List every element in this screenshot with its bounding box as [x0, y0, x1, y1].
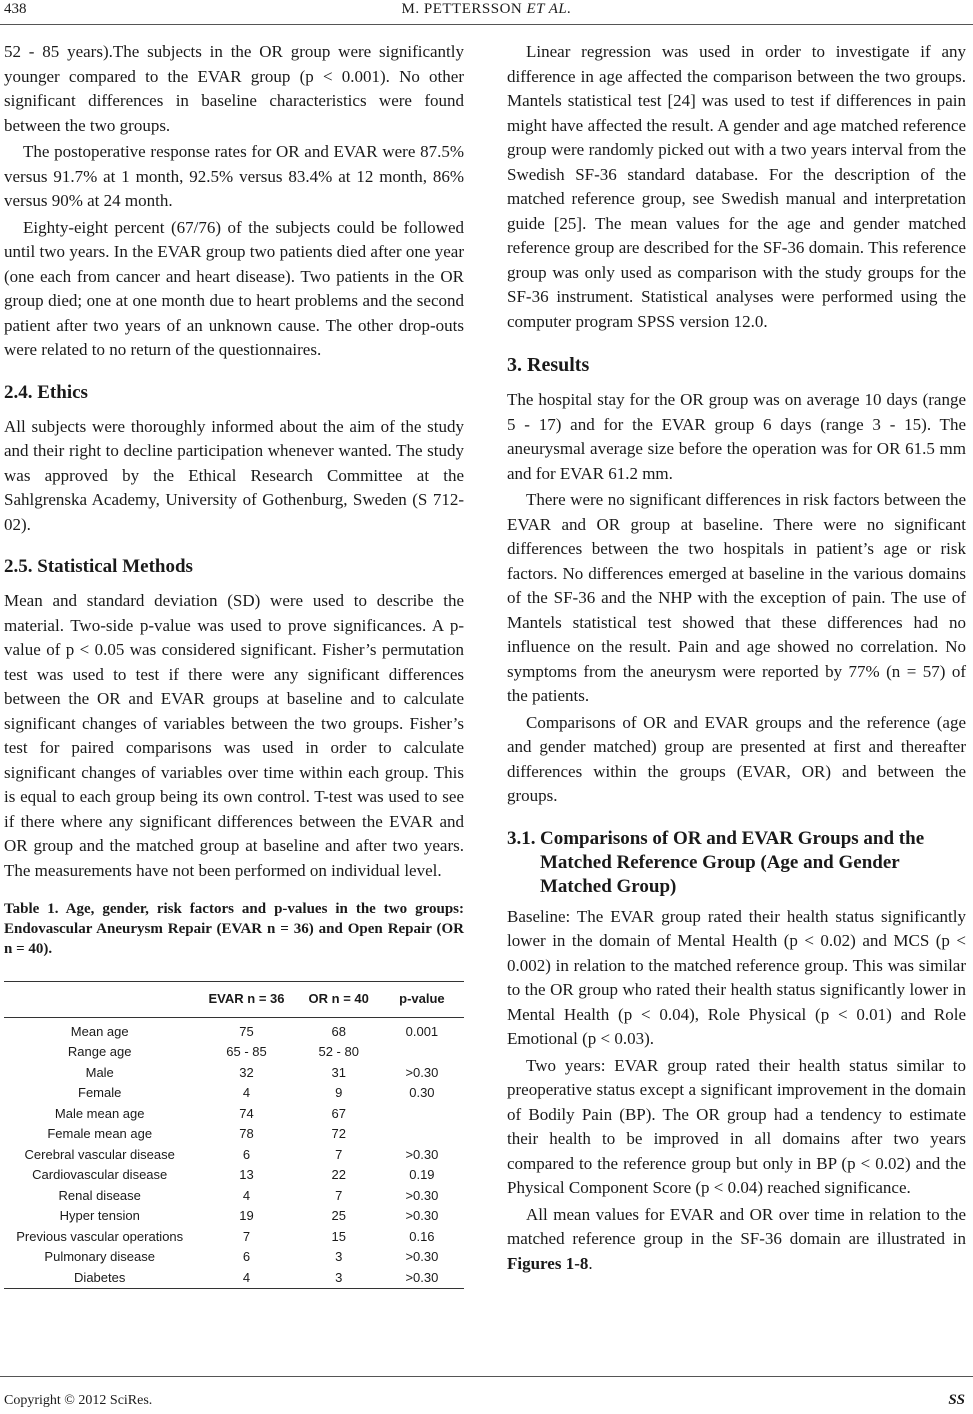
- or-cell: 52 - 80: [318, 1044, 359, 1059]
- paragraph-text: All mean values for EVAR and OR over time in relation to the matched reference group in the SF-36 domain are illustrated in: [507, 1204, 966, 1248]
- or-cell: 67: [331, 1105, 346, 1121]
- table-header-cell: p-value: [399, 991, 445, 1006]
- paragraph: Linear regression was used in order to investigate if any difference in age affected the comparison between the two groups. Mantels statistical test [24] was used to test if differences in pain might have affected the result. A gender and age matched reference group were randomly picked out with a two years interval from the Swedish SF-36 standard database. For the description of the matched reference group, see Swedish manual and interpretation guide [25]. The mean values for the age and gender matched reference group are described for the SF-36 domain. This reference group was only used as comparison with the study groups for the SF-36 instrument. Statistical analyses were performed using the computer program SPSS version 12.0.: [507, 42, 966, 331]
- table-header-cell: OR n = 40: [308, 991, 369, 1006]
- subsection-heading: [507, 827, 966, 899]
- pvalue-cell: >0.30: [405, 1208, 439, 1223]
- row-label: Male mean age: [54, 1105, 145, 1121]
- or-cell: 7: [335, 1187, 343, 1203]
- pvalue-cell: [380, 1104, 464, 1125]
- running-title-etal: ET AL.: [526, 1, 572, 17]
- pvalue-cell: >0.30: [405, 1146, 439, 1162]
- pvalue-cell: >0.30: [405, 1187, 439, 1203]
- or-cell: 7: [335, 1146, 343, 1162]
- page-number: 438: [4, 1, 27, 17]
- paragraph: There were no significant differences in risk factors between the EVAR and OR group at baseline. There were no significant differences between the two hospitals in patient’s age or risk factors. No differences emerged at baseline in the various domains of the SF-36 and the NHP with the exception of pain. The use of Mantels statistical test showed that these differences had no influence on the result. Pain and age showed no correlation. No symptoms from the aneurysm were reported by 77% (n = 57) of the patients.: [507, 490, 966, 705]
- evar-cell: 19: [239, 1208, 254, 1223]
- table-header-row: [4, 982, 464, 1018]
- table-row: [4, 1145, 464, 1166]
- row-label: Cerebral vascular disease: [24, 1146, 175, 1162]
- pvalue-cell: 0.16: [409, 1228, 435, 1244]
- subsection-number: 3.1.: [507, 827, 536, 849]
- evar-cell: 78: [239, 1126, 254, 1141]
- table-row: [4, 1206, 464, 1227]
- evar-cell: 13: [239, 1167, 254, 1182]
- section-heading-statistical-methods: 2.5. Statistical Methods: [4, 556, 193, 577]
- or-cell: 9: [335, 1085, 343, 1100]
- row-label: Previous vascular operations: [16, 1228, 184, 1244]
- section-heading-ethics: 2.4. Ethics: [4, 381, 88, 403]
- or-cell: 22: [331, 1167, 346, 1182]
- row-label: Male: [85, 1064, 114, 1080]
- row-label: Female: [78, 1085, 122, 1100]
- paragraph-end: .: [588, 1253, 593, 1273]
- header-rule: [0, 24, 973, 25]
- or-cell: 15: [331, 1228, 346, 1244]
- table-row: [4, 1268, 464, 1289]
- evar-cell: 4: [242, 1187, 251, 1203]
- evar-cell: 75: [239, 1023, 254, 1039]
- evar-cell: 74: [239, 1105, 254, 1121]
- row-label: Pulmonary disease: [44, 1249, 155, 1264]
- table-row: [4, 1063, 464, 1084]
- table-row: [4, 1186, 464, 1207]
- pvalue-cell: [380, 1042, 464, 1063]
- pvalue-cell: 0.30: [409, 1085, 435, 1100]
- journal-abbreviation: SS: [948, 1392, 965, 1408]
- paragraph: [507, 1203, 966, 1277]
- right-column: [507, 40, 966, 1276]
- row-label: Female mean age: [47, 1126, 153, 1141]
- left-column: [4, 40, 464, 1289]
- footer-rule: [0, 1376, 973, 1377]
- subsection-title: Comparisons of OR and EVAR Groups and the Matched Reference Group (Age and Gender Matched Group): [540, 827, 925, 897]
- table-row: [4, 1165, 464, 1186]
- table-row: [4, 1227, 464, 1248]
- paragraph: The postoperative response rates for OR and EVAR were 87.5% versus 91.7% at 1 month, 92.5% versus 83.4% at 12 month, 86% versus 90% at 24 month.: [4, 142, 464, 210]
- paragraph: Eighty-eight percent (67/76) of the subjects could be followed until two years. In the EVAR group two patients died after one year (one each from cancer and heart disease). Two patients in the OR group died; one at one month due to heart problems and the second patient after two years of an unknown cause. The other drop-outs were related to no return of the questionnaires.: [4, 217, 464, 359]
- evar-cell: 65 - 85: [226, 1044, 267, 1059]
- evar-cell: 6: [242, 1249, 251, 1264]
- page-header: [0, 0, 973, 24]
- running-title: [0, 1, 973, 18]
- section-heading-results: 3. Results: [507, 354, 590, 376]
- row-label: Range age: [67, 1044, 132, 1059]
- row-label: Hyper tension: [59, 1208, 140, 1223]
- or-cell: 3: [335, 1269, 343, 1285]
- paragraph: The hospital stay for the OR group was on average 10 days (range 5 - 17) and for the EVAR group 6 days (range 3 - 15). The aneurysmal average size before the operation was for OR 61.5 mm and for EVAR 61.2 mm.: [507, 390, 966, 483]
- row-label: Diabetes: [74, 1269, 126, 1285]
- table-header-cell: EVAR n = 36: [208, 991, 285, 1006]
- table-row: [4, 1083, 464, 1104]
- paragraph: Two years: EVAR group rated their health status similar to preoperative status except a significant improvement in the domain of Bodily Pain (BP). The OR group had a tendency to estimate their health to be improved in all domains after two years compared to the reference group but only in BP (p < 0.02) and the Physical Component Score (p < 0.04) reached significance.: [507, 1055, 966, 1197]
- pvalue-cell: >0.30: [405, 1249, 439, 1264]
- or-cell: 72: [331, 1126, 346, 1141]
- paragraph: 52 - 85 years).The subjects in the OR group were significantly younger compared to the EVAR group (p < 0.001). No other significant differences in baseline characteristics were found between the two groups.: [4, 42, 464, 135]
- evar-cell: 7: [242, 1228, 251, 1244]
- table-caption: Table 1. Age, gender, risk factors and p-values in the two groups: Endovascular Aneurysm Repair (EVAR n = 36) and Open Repair (OR n = 40).: [4, 901, 464, 957]
- evar-cell: 4: [242, 1085, 251, 1100]
- pvalue-cell: >0.30: [405, 1064, 439, 1080]
- paragraph: Comparisons of OR and EVAR groups and the reference (age and gender matched) group are presented at first and thereafter differences within the groups (EVAR, OR) and between the groups.: [507, 712, 966, 805]
- pvalue-cell: 0.19: [409, 1167, 435, 1182]
- table-row: [4, 1042, 464, 1063]
- paragraph: All subjects were thoroughly informed about the aim of the study and their right to decline participation whenever wanted. The study was approved by the Ethical Research Committee at the Sahlgrenska Academy, University of Gothenburg, Sweden (S 712-02).: [4, 416, 464, 534]
- or-cell: 31: [331, 1064, 346, 1080]
- table-row: [4, 1124, 464, 1145]
- table-row: [4, 1104, 464, 1125]
- evar-cell: 4: [242, 1269, 251, 1285]
- or-cell: 3: [335, 1249, 343, 1264]
- or-cell: 68: [331, 1023, 346, 1039]
- running-title-authors: M. PETTERSSON: [401, 1, 527, 17]
- or-cell: 25: [331, 1208, 346, 1223]
- table-row: [4, 1017, 464, 1042]
- pvalue-cell: >0.30: [405, 1269, 439, 1285]
- table-row: [4, 1247, 464, 1268]
- row-label: Mean age: [70, 1023, 129, 1039]
- paragraph: Mean and standard deviation (SD) were used to describe the material. Two-side p-value was used to prove significances. A p-value of p < 0.05 was considered significant. Fisher’s permutation test was used to test if there were any significant differences between the OR and EVAR groups at baseline and to calculate significant changes of variables between the two groups. Fisher’s test for paired comparisons was used in order to calculate significant changes of variables over time within each group. This is equal to each group being its own control. T-test was used to see if there where any significant differences between the EVAR and OR group and the matched group at baseline and after two years. The measurements have not been performed on individual level.: [4, 591, 464, 880]
- evar-cell: 32: [239, 1064, 254, 1080]
- evar-cell: 6: [242, 1146, 251, 1162]
- row-label: Cardiovascular disease: [32, 1167, 168, 1182]
- data-table: [4, 981, 464, 1289]
- copyright-notice: Copyright © 2012 SciRes.: [4, 1393, 153, 1408]
- row-label: Renal disease: [58, 1187, 141, 1203]
- table-header-cell: [4, 982, 195, 1018]
- pvalue-cell: 0.001: [405, 1023, 439, 1039]
- figure-reference: Figures 1-8: [507, 1253, 589, 1273]
- pvalue-cell: [380, 1124, 464, 1145]
- paragraph: Baseline: The EVAR group rated their health status significantly lower in the domain of Mental Health (p < 0.02) and MCS (p < 0.002) in relation to the matched reference group. This was similar to the OR group who rated their health status significantly lower in Mental Health (p < 0.04), Role Physical (p < 0.01) and Role Emotional (p < 0.03).: [507, 906, 966, 1048]
